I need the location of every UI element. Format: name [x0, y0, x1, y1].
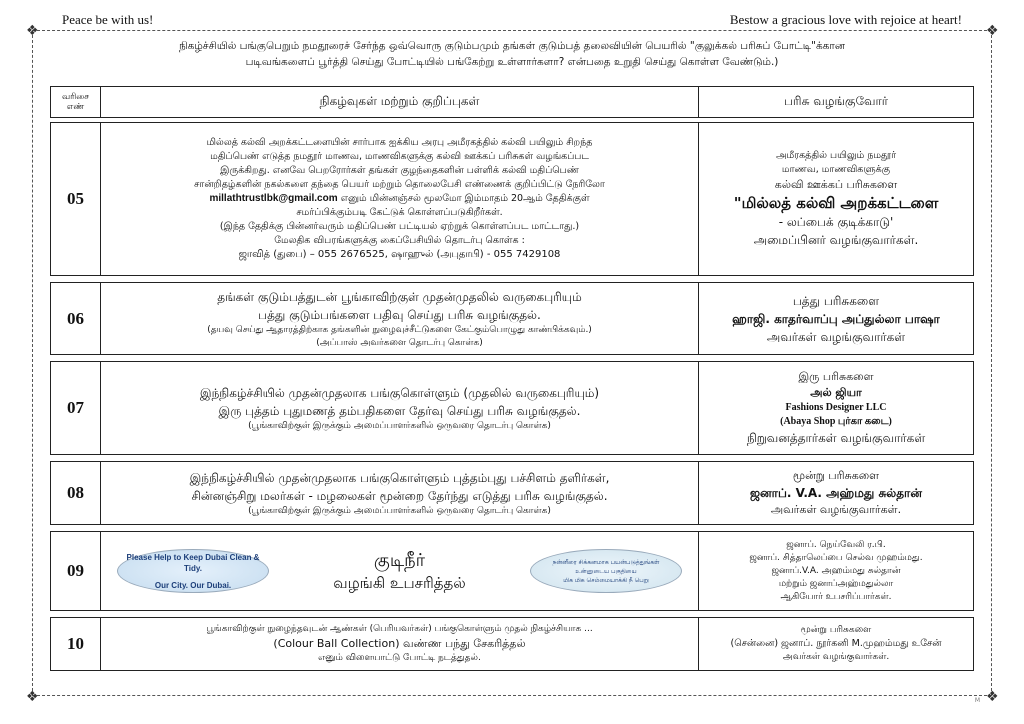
award-company: Fashions Designer LLC — [785, 402, 887, 413]
event-line: (அப்பாஸ் அவர்களை தொடர்பு கொள்க) — [316, 337, 483, 348]
event-line: மில்லத் கல்வி அறக்கட்டளையின் சார்பாக ஐக்கிய அரபு அமீரகத்தில் கல்வி பயிலும் சிறந்த — [206, 137, 593, 148]
row-number: 05 — [51, 123, 101, 275]
event-subtitle: வழங்கி உபசரித்தல் — [333, 574, 466, 592]
award-line: கல்வி ஊக்கப் பரிசுகளை — [774, 178, 898, 191]
award-giver — [699, 618, 973, 670]
corner-ornament-icon: ❖ — [26, 689, 39, 705]
dubai-clean-badge: Please Help to Keep Dubai Clean & Tidy. Our City. Our Dubai. — [117, 549, 269, 593]
award-line: இரு பரிசுகளை — [798, 370, 874, 383]
award-giver — [699, 462, 973, 524]
table-row — [50, 531, 974, 611]
event-line: (Colour Ball Collection) வண்ண பந்து சேகரித்தல் — [273, 637, 526, 650]
event-line: சின்னஞ்சிறு மலர்கள் - மழலைகள் மூன்றை தேர்ந்து எடுத்து பரிசு வழங்குதல். — [191, 488, 608, 503]
award-line: ஜனாப். சித்தாலெப்பை செல்வ முஹம்மது. — [749, 552, 923, 563]
intro-note — [50, 38, 974, 70]
award-giver — [699, 362, 973, 454]
award-line: - லப்பைக் குடிக்காடு' — [778, 215, 894, 229]
event-description — [101, 618, 699, 670]
row-number: 10 — [51, 618, 101, 670]
award-line: அல் ஜியா — [810, 386, 862, 399]
row-number: 09 — [51, 532, 101, 610]
event-line: (பூங்காவிற்குள் இருக்கும் அமைப்பாளர்களில் ஒருவரை தொடர்பு கொள்க) — [248, 420, 551, 431]
award-line: மற்றும் ஜனாப்அஹ்மதுல்லா — [778, 578, 894, 589]
table-row — [50, 617, 974, 671]
award-line: அவர்கள் வழங்குவார்கள். — [770, 503, 902, 516]
corner-ornament-icon: ❖ — [986, 23, 999, 39]
table-row — [50, 282, 974, 355]
event-line: எனும் விளையாட்டு போட்டி நடத்துதல். — [318, 653, 481, 663]
corner-ornament-icon: ❖ — [26, 23, 39, 39]
award-line: அவர்கள் வழங்குவார்கள். — [782, 652, 890, 662]
intro-line: படிவங்களைப் பூர்த்தி செய்து போட்டியில் பங்கேற்று உள்ளார்களா? என்பதை உறுதி செய்து கொள்ள வேண்டும்.) — [245, 56, 779, 68]
event-description — [101, 283, 699, 354]
table-row — [50, 361, 974, 455]
event-line: (பூங்காவிற்குள் இருக்கும் அமைப்பாளர்களில் ஒருவரை தொடர்பு கொள்க) — [248, 505, 551, 516]
table-row — [50, 461, 974, 525]
award-line: ஜனாப். நெய்வேலி ர.பி. — [786, 539, 886, 550]
award-line: மாணவ, மாணவிகளுக்கு — [781, 164, 891, 175]
award-line: மூன்று பரிசுகளை — [800, 625, 872, 635]
column-header-events: நிகழ்வுகள் மற்றும் குறிப்புகள் — [101, 87, 699, 117]
event-line: இந்நிகழ்ச்சியில் முதன்முதலாக பங்குகொள்ளும் (முதலில் வருகைபுரியும்) — [199, 385, 600, 400]
award-org-name: "மில்லத் கல்வி அறக்கட்டளை — [733, 194, 939, 212]
award-line: (Abaya Shop புர்கா கடை) — [780, 416, 892, 427]
award-line: மூன்று பரிசுகளை — [792, 469, 880, 482]
award-line: ஜனாப். V.A. அஹ்மது சுல்தான் — [750, 486, 922, 500]
award-line: நிறுவனத்தார்கள் வழங்குவார்கள் — [746, 431, 926, 445]
table-header — [50, 86, 974, 118]
award-line: ஹாஜி. காதர்வாப்பு அப்துல்லா பாஷா — [732, 311, 940, 326]
award-line: அமீரகத்தில் பயிலும் நமதூர் — [775, 150, 897, 161]
event-line: பத்து குடும்பங்களை பதிவு செய்து பரிசு வழங்குதல். — [258, 307, 541, 322]
row-number: 08 — [51, 462, 101, 524]
event-line: எனும் மின்னஞ்சல் மூலமோ இம்மாதம் 20ஆம் தேதிக்குள் — [340, 193, 590, 204]
event-line: சான்றிதழ்களின் நகல்களை தந்தை பெயர் மற்றும் தொலைபேசி எண்ணைக் குறிப்பிட்டு நேரிலோ — [194, 179, 605, 190]
column-header-awarder: பரிசு வழங்குவோர் — [784, 94, 888, 108]
intro-line: நிகழ்ச்சியில் பங்குபெறும் நமதூரைச் சேர்ந்த ஒவ்வொரு குடும்பமும் தங்கள் குடும்பத் தலைவியின் பெயரில் "குலுக்கல் பரிசுப் போட்டி"க்கான — [178, 40, 846, 52]
award-giver — [699, 123, 973, 275]
award-line: பத்து பரிசுகளை — [792, 293, 880, 308]
award-line: அமைப்பினர் வழங்குவார்கள். — [753, 233, 919, 247]
table-row — [50, 122, 974, 276]
event-line: பூங்காவிற்குள் நுழைந்தவுடன் ஆண்கள் (பெரியவர்கள்) பங்குகொள்ளும் முதல் நிகழ்ச்சியாக ... — [206, 624, 593, 634]
email-link[interactable]: millathtrustlbk@gmail.com — [209, 193, 338, 204]
event-description — [101, 532, 699, 610]
event-line: (தயவு செய்து ஆதாரத்திற்காக தங்களின் நுழைவுச்சீட்டுகளை கேட்கும்பொழுது காண்பிக்கவும்.) — [207, 324, 592, 335]
event-line: இரு புத்தம் புதுமணத் தம்பதிகளை தேர்வு செய்து பரிசு வழங்குதல். — [218, 403, 581, 418]
event-line: இந்நிகழ்ச்சியில் முதன்முதலாக பங்குகொள்ளும் புத்தம்புது பச்சிளம் தளிர்கள், — [189, 470, 610, 485]
column-header-number: வரிசை எண் — [51, 87, 101, 117]
header-motto-right: Bestow a gracious love with rejoice at heart! — [729, 12, 962, 27]
row-number: 07 — [51, 362, 101, 454]
corner-ornament-icon: ❖ — [986, 689, 999, 705]
event-line: சமர்ப்பிக்கும்படி கேட்டுக் கொள்ளப்படுகிறீர்கள். — [296, 207, 503, 218]
award-giver — [699, 532, 973, 610]
award-line: ஆகியோர் உபசரிப்பார்கள். — [780, 591, 892, 602]
event-description — [101, 462, 699, 524]
page-mark: M — [974, 697, 980, 704]
event-line: (இந்த தேதிக்கு பின்னர்வரும் மதிப்பெண் பட்டியல் ஏற்றுக் கொள்ளப்பட மாட்டாது.) — [219, 221, 580, 232]
contact-phones: ஜாவித் (துபை) – 055 2676525, ஷாஹுல் (அபுதாபி) - 055 7429108 — [238, 249, 561, 260]
award-line: ஜனாப்.V.A. அஹம்மது சுல்தான் — [771, 565, 901, 576]
row-number: 06 — [51, 283, 101, 354]
event-title: குடிநீர் — [373, 550, 426, 571]
event-description — [101, 362, 699, 454]
header-motto-left: Peace be with us! — [62, 12, 154, 27]
event-line: இருக்கிறது. எனவே பெறரோர்கள் தங்கள் குழந்தைகளின் பள்ளிக் கல்வி மதிப்பெண் — [220, 165, 579, 176]
award-line: (சென்னை) ஜனாப். நூர்கனி M.முஹம்மது உசேன் — [730, 638, 942, 649]
event-line: தங்கள் குடும்பத்துடன் பூங்காவிற்குள் முதன்முதலில் வருகைபுரியும் — [217, 289, 582, 304]
event-description — [101, 123, 699, 275]
event-line: மேலதிக விபரங்களுக்கு கைப்பேசியில் தொடர்பு கொள்க : — [274, 235, 525, 246]
water-save-badge: நன்னீரை சிக்கனமாக பயன்படுத்துங்கள் உன்னுடைய பகுதியை மிக மிக செம்மையாக்கி நீ பெறு — [530, 549, 682, 593]
award-giver — [699, 283, 973, 354]
award-line: அவர்கள் வழங்குவார்கள் — [766, 329, 906, 344]
event-line: மதிப்பெண் எடுத்த நமதூர் மாணவ, மாணவிகளுக்கு கல்வி ஊக்கப் பரிசுகள் வழங்கப்பட — [210, 151, 589, 162]
